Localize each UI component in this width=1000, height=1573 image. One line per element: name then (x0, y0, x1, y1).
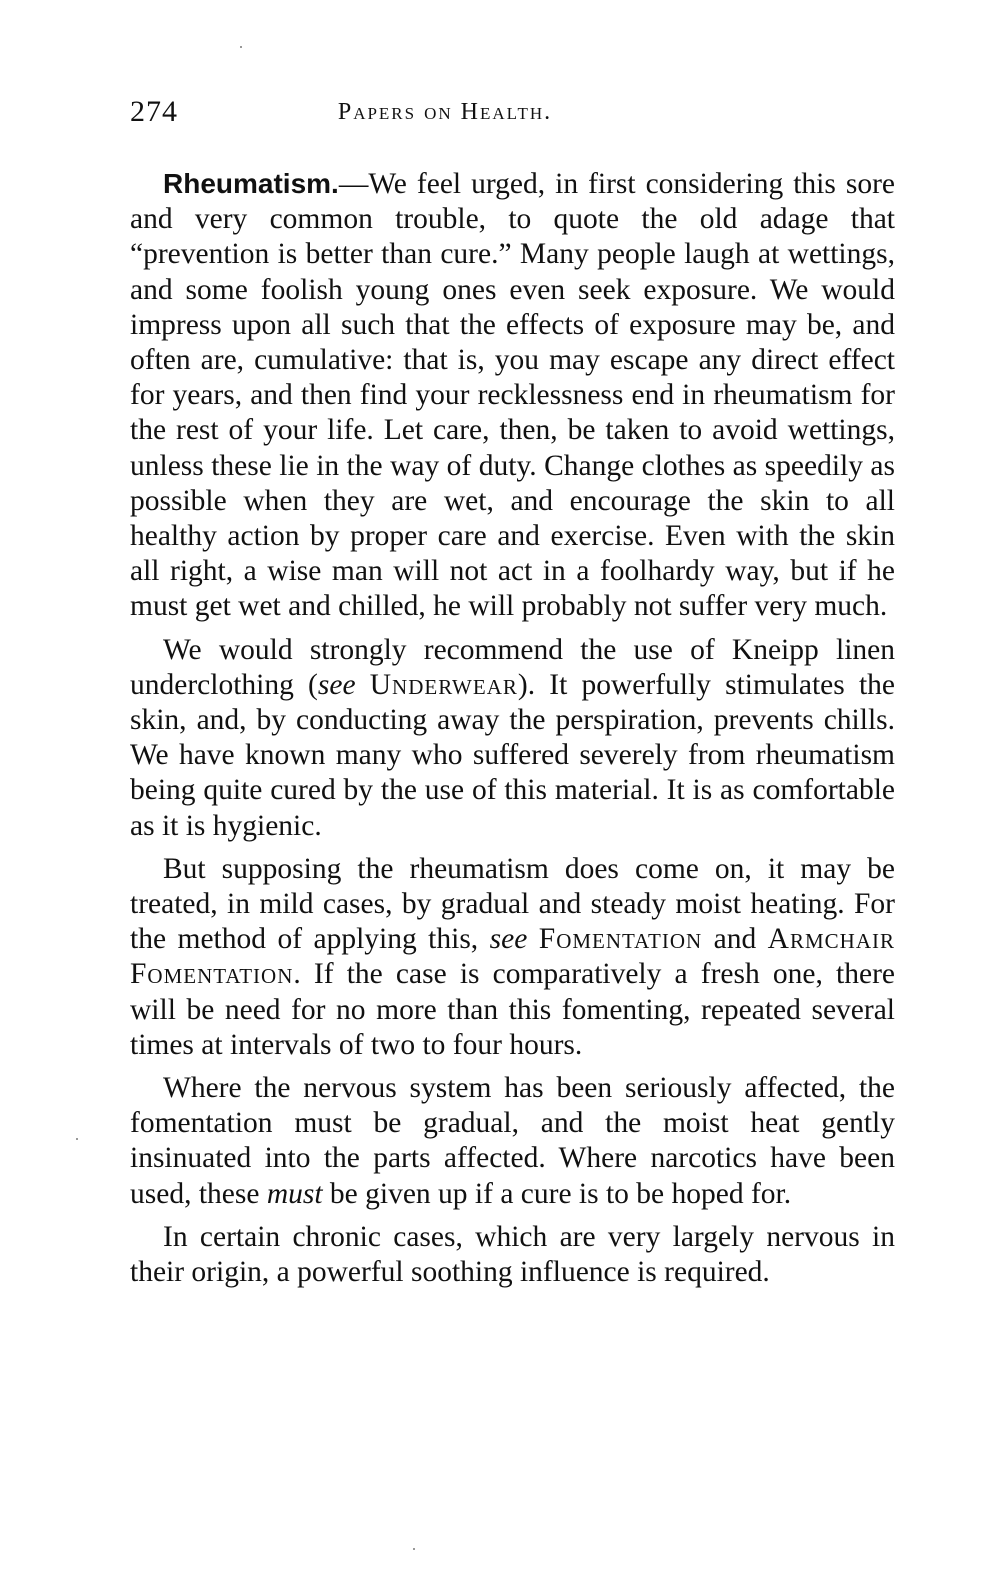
running-head (130, 95, 895, 135)
scan-speck (240, 46, 242, 48)
paragraph-text: We would strongly recommend the use of Kneipp linen underclothing ( (130, 633, 895, 701)
paragraph-text: Where the nervous system has been seriously affected, the fomentation must be gradual, and the moist heat gently insinuated into the parts affected. Where narcotics have been used, these (130, 1072, 895, 1210)
paragraph-moist-heating (130, 852, 895, 1063)
cross-reference-armchair-fomentation: Armchair Fomentation (130, 923, 895, 991)
scan-speck (76, 1138, 78, 1140)
paragraph-text: be given up if a cure is to be hoped for. (322, 1177, 792, 1210)
cross-reference-fomentation: Fomentation (538, 923, 703, 956)
paragraph-rheumatism-intro (130, 166, 895, 625)
page-number: 274 (130, 95, 178, 128)
body-text (130, 166, 895, 1298)
paragraph-text: We feel urged, in first considering this sore and very common trouble, to quote the old adage that “prevention is better than cure.” Many people laugh at wettings, and some foolish young ones even seek exposure. We would impress upon all such that the effects of exposure may be, and often are, cumulative: that is, you may escape any direct effect for years, and then find your recklessness end in rheumatism for the rest of your life. Let care, then, be taken to avoid wettings, unless these lie in the way of duty. Change clothes as speedily as possible when they are wet, and encourage the skin to all healthy action by proper care and exercise. Even with the skin all right, a wise man will not act in a foolhardy way, but if he must get wet and chilled, he will probably not suffer very much. (130, 168, 895, 623)
see-reference: see (489, 923, 528, 956)
heading-dash: — (338, 168, 369, 200)
scan-speck (413, 1548, 415, 1550)
emphasis-must: must (266, 1177, 323, 1210)
running-title: Papers on Health. (337, 99, 553, 125)
section-heading: Rheumatism. (163, 168, 339, 199)
paragraph-nervous-system (130, 1071, 895, 1212)
cross-reference-underwear: Underwear (369, 668, 518, 701)
paragraph-text: ). It powerfully stimulates the skin, and, by conducting away the perspiration, prevents chills. We have known many who suffered severely from rheumatism being quite cured by the use of this material. It is as comfortable as it is hygienic. (130, 668, 895, 842)
paragraph-kneipp-linen (130, 633, 895, 844)
paragraph-text: . If the case is comparatively a fresh one, there will be need for no more than this fomenting, repeated several times at intervals of two to four hours. (130, 958, 895, 1061)
paragraph-chronic-cases (130, 1220, 895, 1290)
paragraph-text: But supposing the rheumatism does come on, it may be treated, in mild cases, by gradual and steady moist heating. For the method of applying this, (130, 852, 895, 956)
paragraph-text: In certain chronic cases, which are very largely nervous in their origin, a powerful soothing influence is required. (130, 1220, 895, 1289)
see-reference: see (317, 668, 356, 701)
paragraph-text: and (702, 923, 768, 956)
